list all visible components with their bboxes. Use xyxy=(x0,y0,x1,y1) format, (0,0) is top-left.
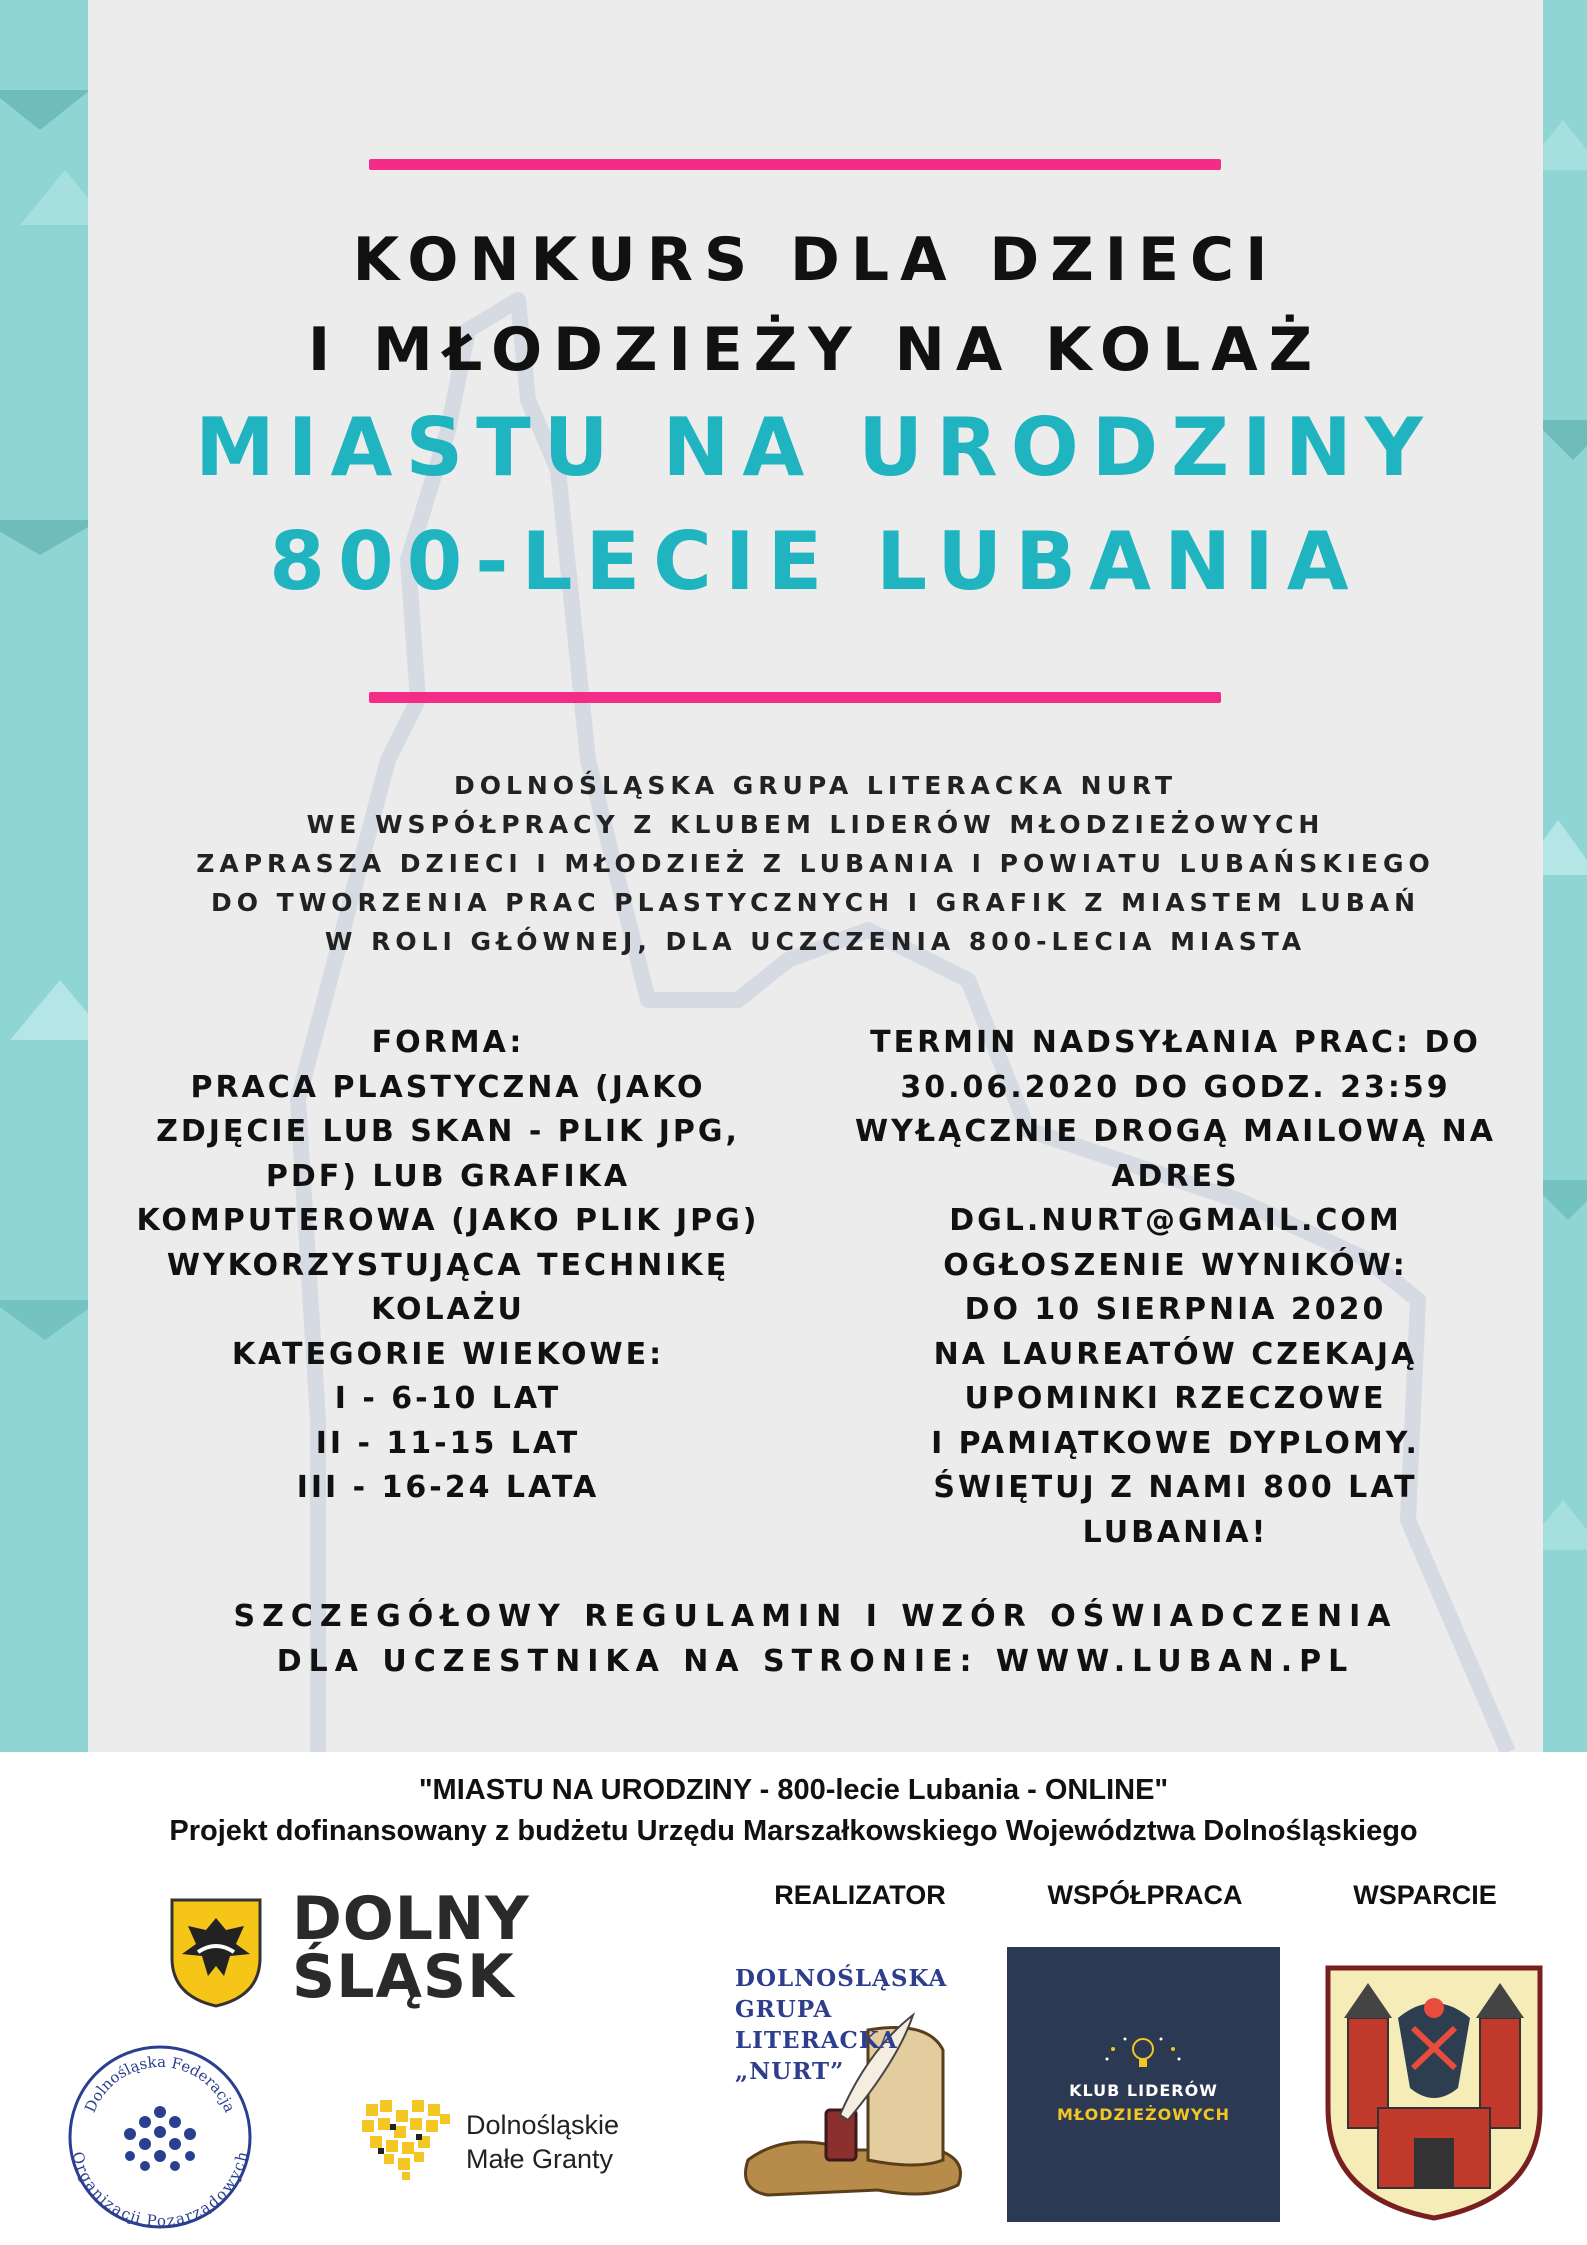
title-line-2: I MŁODZIEŻY NA KOLAŻ xyxy=(307,315,1324,385)
deadline-line: ADRES xyxy=(1111,1158,1240,1194)
deadline-line: 30.06.2020 DO GODZ. 23:59 xyxy=(900,1069,1451,1105)
celebrate-line: ŚWIĘTUJ Z NAMI 800 LAT xyxy=(933,1470,1418,1505)
results-line: DO 10 SIERPNIA 2020 xyxy=(964,1292,1387,1327)
role-organizer: REALIZATOR xyxy=(774,1880,946,1910)
age-category: III - 16-24 LATA xyxy=(296,1470,600,1505)
klub-liderow-logo xyxy=(1007,1947,1280,2222)
eagle-shield-icon xyxy=(168,1896,264,2008)
title-line-1: KONKURS DLA DZIECI xyxy=(352,225,1279,295)
deadline-column xyxy=(808,1021,1543,1555)
form-line: PDF) LUB GRAFIKA xyxy=(265,1158,631,1194)
prize-line: I PAMIĄTKOWE DYPLOMY. xyxy=(931,1425,1420,1461)
klub-logo-line-2: MŁODZIEŻOWYCH xyxy=(1057,2105,1230,2124)
federation-name-top: Dolnośląska Federacja xyxy=(81,2052,239,2116)
form-line: PRACA PLASTYCZNA (JAKO xyxy=(190,1069,706,1105)
intro-line: W ROLI GŁÓWNEJ, DLA UCZCZENIA 800-LECIA MIASTA xyxy=(324,927,1307,956)
dolny-slask-logo-text: DOLNY ŚLĄSK xyxy=(292,1884,530,2012)
dgl-nurt-logo-text: DOLNOŚLĄSKA GRUPA LITERACKA „NURT” xyxy=(735,1965,948,2085)
regulations-note xyxy=(88,1594,1543,1684)
form-line: ZDJĘCIE LUB SKAN - PLIK JPG, xyxy=(156,1114,740,1149)
intro-line: DO TWORZENIA PRAC PLASTYCZNYCH I GRAFIK Z MIASTEM LUBAŃ xyxy=(210,888,1421,917)
form-line: KOMPUTEROWA (JAKO PLIK JPG) xyxy=(136,1203,760,1238)
intro-line: DOLNOŚLĄSKA GRUPA LITERACKA NURT xyxy=(453,771,1178,800)
klub-logo-line-1: KLUB LIDERÓW xyxy=(1069,2081,1218,2100)
prize-line: NA LAUREATÓW CZEKAJĄ xyxy=(933,1336,1418,1372)
intro-line: WE WSPÓŁPRACY Z KLUBEM LIDERÓW MŁODZIEŻOWYCH xyxy=(306,810,1325,839)
age-category: I - 6-10 LAT xyxy=(334,1381,562,1416)
form-column xyxy=(88,1021,808,1511)
deadline-line: TERMIN NADSYŁANIA PRAC: DO xyxy=(870,1025,1481,1060)
regulations-website: DLA UCZESTNIKA NA STRONIE: WWW.LUBAN.PL xyxy=(276,1644,1355,1679)
bottom-pink-rule xyxy=(369,692,1221,703)
right-pattern-border xyxy=(1543,0,1587,1752)
lightbulb-icon xyxy=(1103,2029,1183,2079)
luban-coat-of-arms-icon xyxy=(1318,1958,1550,2223)
role-support: WSPARCIE xyxy=(1353,1880,1497,1910)
role-cooperation: WSPÓŁPRACA xyxy=(1047,1880,1243,1910)
highlight-line-1: MIASTU NA URODZINY xyxy=(195,401,1436,494)
male-granty-logo-text: Dolnośląskie Małe Granty xyxy=(466,2110,620,2174)
email-address: DGL.NURT@GMAIL.COM xyxy=(949,1203,1402,1238)
project-title: "MIASTU NA URODZINY - 800-lecie Lubania - ONLINE" xyxy=(418,1774,1169,1806)
dots-globe-icon xyxy=(65,2042,255,2232)
form-line: WYKORZYSTUJĄCA TECHNIKĘ xyxy=(166,1247,730,1283)
celebrate-line: LUBANIA! xyxy=(1082,1514,1269,1550)
prize-line: UPOMINKI RZECZOWE xyxy=(964,1381,1387,1416)
intro-line: ZAPRASZA DZIECI I MŁODZIEŻ Z LUBANIA I POWIATU LUBAŃSKIEGO xyxy=(196,849,1435,878)
results-line: OGŁOSZENIE WYNIKÓW: xyxy=(943,1247,1408,1283)
regulations-line: SZCZEGÓŁOWY REGULAMIN I WZÓR OŚWIADCZENIA xyxy=(233,1599,1398,1634)
age-categories-heading: KATEGORIE WIEKOWE: xyxy=(231,1336,665,1372)
main-panel xyxy=(88,0,1543,1752)
federation-name-bottom: Organizacji Pozarządowych xyxy=(68,2149,252,2231)
deadline-line: WYŁĄCZNIE DROGĄ MAILOWĄ NA xyxy=(855,1114,1496,1149)
left-pattern-border xyxy=(0,0,88,1752)
form-line: KOLAŻU xyxy=(371,1292,525,1327)
intro-paragraph xyxy=(88,766,1543,961)
funding-note: Projekt dofinansowany z budżetu Urzędu Marszałkowskiego Województwa Dolnośląskiego xyxy=(169,1815,1418,1847)
pixel-heart-icon xyxy=(356,2094,456,2182)
top-pink-rule xyxy=(369,159,1221,170)
age-category: II - 11-15 LAT xyxy=(315,1425,581,1461)
form-line: FORMA: xyxy=(371,1025,525,1060)
highlight-line-2: 800-LECIE LUBANIA xyxy=(269,515,1362,608)
